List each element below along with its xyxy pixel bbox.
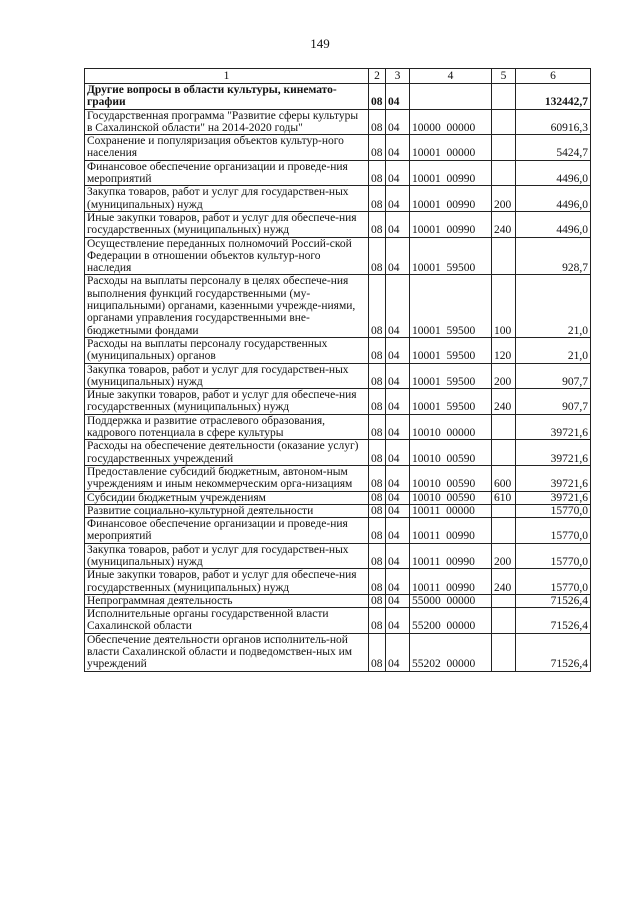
table-row (85, 275, 591, 337)
target-article-cell: 10010 00590 (410, 491, 492, 504)
amount-cell: 39721,6 (516, 440, 591, 466)
amount-cell: 928,7 (516, 237, 591, 275)
section-code-cell: 08 (369, 186, 386, 212)
section-code-cell: 08 (369, 237, 386, 275)
subsection-code-cell: 04 (386, 186, 410, 212)
row-name-cell: Финансовое обеспечение организации и проведе-ния мероприятий (85, 518, 369, 544)
header-col-3: 3 (386, 69, 410, 84)
expense-type-cell (492, 594, 516, 607)
amount-cell: 71526,4 (516, 633, 591, 671)
target-article-cell: 55202 00000 (410, 633, 492, 671)
section-code-cell: 08 (369, 135, 386, 161)
subsection-code-cell: 04 (386, 135, 410, 161)
section-code-cell: 08 (369, 389, 386, 415)
section-code-cell: 08 (369, 465, 386, 491)
target-article-cell: 10011 00990 (410, 569, 492, 595)
row-name-cell: Расходы на обеспечение деятельности (оказание услуг) государственных учреждений (85, 440, 369, 466)
section-code-cell: 08 (369, 504, 386, 517)
header-col-2: 2 (369, 69, 386, 84)
row-name-cell: Закупка товаров, работ и услуг для государствен-ных (муниципальных) нужд (85, 543, 369, 569)
table-row (85, 594, 591, 607)
section-code-cell: 08 (369, 363, 386, 389)
table-row (85, 504, 591, 517)
table-row (85, 186, 591, 212)
subsection-code-cell: 04 (386, 337, 410, 363)
row-name-cell: Другие вопросы в области культуры, кинемато-графии (85, 84, 369, 110)
subsection-code-cell: 04 (386, 569, 410, 595)
row-name-cell: Закупка товаров, работ и услуг для государствен-ных (муниципальных) нужд (85, 186, 369, 212)
amount-cell: 4496,0 (516, 211, 591, 237)
target-article-cell: 10001 00990 (410, 211, 492, 237)
target-article-cell: 55000 00000 (410, 594, 492, 607)
target-article-cell (410, 84, 492, 110)
amount-cell: 15770,0 (516, 518, 591, 544)
row-name-cell: Субсидии бюджетным учреждениям (85, 491, 369, 504)
amount-cell: 21,0 (516, 337, 591, 363)
subsection-code-cell: 04 (386, 363, 410, 389)
expense-type-cell (492, 440, 516, 466)
header-col-4: 4 (410, 69, 492, 84)
expense-type-cell (492, 84, 516, 110)
subsection-code-cell: 04 (386, 160, 410, 186)
target-article-cell: 55200 00000 (410, 608, 492, 634)
row-name-cell: Иные закупки товаров, работ и услуг для обеспече-ния государственных (муниципальных) нужд (85, 569, 369, 595)
amount-cell: 60916,3 (516, 109, 591, 135)
subsection-code-cell: 04 (386, 84, 410, 110)
amount-cell: 907,7 (516, 389, 591, 415)
row-name-cell: Предоставление субсидий бюджетным, автоном-ным учреждениям и иным некоммерческим орга-низациям (85, 465, 369, 491)
expense-type-cell: 240 (492, 389, 516, 415)
target-article-cell: 10001 59500 (410, 389, 492, 415)
target-article-cell: 10010 00590 (410, 465, 492, 491)
budget-table (84, 68, 591, 672)
subsection-code-cell: 04 (386, 491, 410, 504)
subsection-code-cell: 04 (386, 465, 410, 491)
section-code-cell: 08 (369, 633, 386, 671)
expense-type-cell: 240 (492, 569, 516, 595)
section-code-cell: 08 (369, 211, 386, 237)
section-code-cell: 08 (369, 414, 386, 440)
amount-cell: 15770,0 (516, 504, 591, 517)
target-article-cell: 10001 00990 (410, 160, 492, 186)
target-article-cell: 10000 00000 (410, 109, 492, 135)
row-name-cell: Расходы на выплаты персоналу в целях обеспече-ния выполнения функций государственными (му-ниципальными) органами, казенными учрежде-ниями, органами управления государственными вне-бюджетными фондами (85, 275, 369, 337)
row-name-cell: Осуществление переданных полномочий Россий-ской Федерации в отношении объектов культур-ного наследия (85, 237, 369, 275)
row-name-cell: Закупка товаров, работ и услуг для государствен-ных (муниципальных) нужд (85, 363, 369, 389)
expense-type-cell (492, 414, 516, 440)
table-row (85, 440, 591, 466)
row-name-cell: Расходы на выплаты персоналу государственных (муниципальных) органов (85, 337, 369, 363)
subsection-code-cell: 04 (386, 633, 410, 671)
subsection-code-cell: 04 (386, 211, 410, 237)
table-row (85, 608, 591, 634)
section-code-cell: 08 (369, 491, 386, 504)
subsection-code-cell: 04 (386, 237, 410, 275)
expense-type-cell (492, 633, 516, 671)
row-name-cell: Иные закупки товаров, работ и услуг для обеспече-ния государственных (муниципальных) нужд (85, 211, 369, 237)
table-row (85, 414, 591, 440)
table-row (85, 211, 591, 237)
row-name-cell: Финансовое обеспечение организации и проведе-ния мероприятий (85, 160, 369, 186)
subsection-code-cell: 04 (386, 109, 410, 135)
expense-type-cell (492, 504, 516, 517)
expense-type-cell: 100 (492, 275, 516, 337)
table-row (85, 160, 591, 186)
section-code-cell: 08 (369, 594, 386, 607)
expense-type-cell (492, 237, 516, 275)
amount-cell: 132442,7 (516, 84, 591, 110)
subsection-code-cell: 04 (386, 275, 410, 337)
target-article-cell: 10011 00990 (410, 543, 492, 569)
target-article-cell: 10010 00590 (410, 440, 492, 466)
subsection-code-cell: 04 (386, 518, 410, 544)
expense-type-cell: 610 (492, 491, 516, 504)
section-code-cell: 08 (369, 543, 386, 569)
amount-cell: 71526,4 (516, 608, 591, 634)
section-code-cell: 08 (369, 160, 386, 186)
target-article-cell: 10001 59500 (410, 337, 492, 363)
section-code-cell: 08 (369, 440, 386, 466)
table-row (85, 389, 591, 415)
subsection-code-cell: 04 (386, 594, 410, 607)
expense-type-cell (492, 135, 516, 161)
expense-type-cell: 200 (492, 543, 516, 569)
amount-cell: 15770,0 (516, 543, 591, 569)
amount-cell: 71526,4 (516, 594, 591, 607)
section-code-cell: 08 (369, 569, 386, 595)
section-code-cell: 08 (369, 608, 386, 634)
amount-cell: 39721,6 (516, 491, 591, 504)
target-article-cell: 10001 00990 (410, 186, 492, 212)
section-code-cell: 08 (369, 109, 386, 135)
subsection-code-cell: 04 (386, 608, 410, 634)
amount-cell: 39721,6 (516, 465, 591, 491)
header-col-1: 1 (85, 69, 369, 84)
amount-cell: 39721,6 (516, 414, 591, 440)
expense-type-cell (492, 608, 516, 634)
table-header (85, 69, 591, 84)
table-row (85, 518, 591, 544)
target-article-cell: 10011 00990 (410, 518, 492, 544)
table-row (85, 109, 591, 135)
target-article-cell: 10001 59500 (410, 237, 492, 275)
expense-type-cell: 120 (492, 337, 516, 363)
target-article-cell: 10011 00000 (410, 504, 492, 517)
header-col-5: 5 (492, 69, 516, 84)
row-name-cell: Исполнительные органы государственной власти Сахалинской области (85, 608, 369, 634)
subsection-code-cell: 04 (386, 440, 410, 466)
section-code-cell: 08 (369, 337, 386, 363)
row-name-cell: Обеспечение деятельности органов исполнитель-ной власти Сахалинской области и подведомствен-ных им учреждений (85, 633, 369, 671)
expense-type-cell (492, 518, 516, 544)
table-row (85, 633, 591, 671)
target-article-cell: 10001 00000 (410, 135, 492, 161)
table-row (85, 337, 591, 363)
row-name-cell: Непрограммная деятельность (85, 594, 369, 607)
amount-cell: 4496,0 (516, 186, 591, 212)
target-article-cell: 10001 59500 (410, 363, 492, 389)
header-col-6: 6 (516, 69, 591, 84)
expense-type-cell: 200 (492, 363, 516, 389)
row-name-cell: Государственная программа "Развитие сферы культуры в Сахалинской области" на 2014-2020 годы" (85, 109, 369, 135)
header-row (85, 69, 591, 84)
row-name-cell: Поддержка и развитие отраслевого образования, кадрового потенциала в сфере культуры (85, 414, 369, 440)
row-name-cell: Иные закупки товаров, работ и услуг для обеспече-ния государственных (муниципальных) нужд (85, 389, 369, 415)
expense-type-cell: 240 (492, 211, 516, 237)
section-code-cell: 08 (369, 84, 386, 110)
row-name-cell: Развитие социально-культурной деятельности (85, 504, 369, 517)
table-row (85, 491, 591, 504)
expense-type-cell: 200 (492, 186, 516, 212)
amount-cell: 5424,7 (516, 135, 591, 161)
table-row (85, 135, 591, 161)
table-row (85, 363, 591, 389)
table-row (85, 543, 591, 569)
expense-type-cell: 600 (492, 465, 516, 491)
table-row (85, 465, 591, 491)
subsection-code-cell: 04 (386, 389, 410, 415)
row-name-cell: Сохранение и популяризация объектов культур-ного населения (85, 135, 369, 161)
expense-type-cell (492, 160, 516, 186)
table-body (85, 84, 591, 672)
target-article-cell: 10001 59500 (410, 275, 492, 337)
subsection-code-cell: 04 (386, 543, 410, 569)
subsection-code-cell: 04 (386, 504, 410, 517)
table-row (85, 569, 591, 595)
subsection-code-cell: 04 (386, 414, 410, 440)
expense-type-cell (492, 109, 516, 135)
section-code-cell: 08 (369, 275, 386, 337)
table-row (85, 237, 591, 275)
amount-cell: 15770,0 (516, 569, 591, 595)
amount-cell: 21,0 (516, 275, 591, 337)
amount-cell: 907,7 (516, 363, 591, 389)
amount-cell: 4496,0 (516, 160, 591, 186)
page-number: 149 (310, 36, 330, 51)
table-row (85, 84, 591, 110)
target-article-cell: 10010 00000 (410, 414, 492, 440)
section-code-cell: 08 (369, 518, 386, 544)
